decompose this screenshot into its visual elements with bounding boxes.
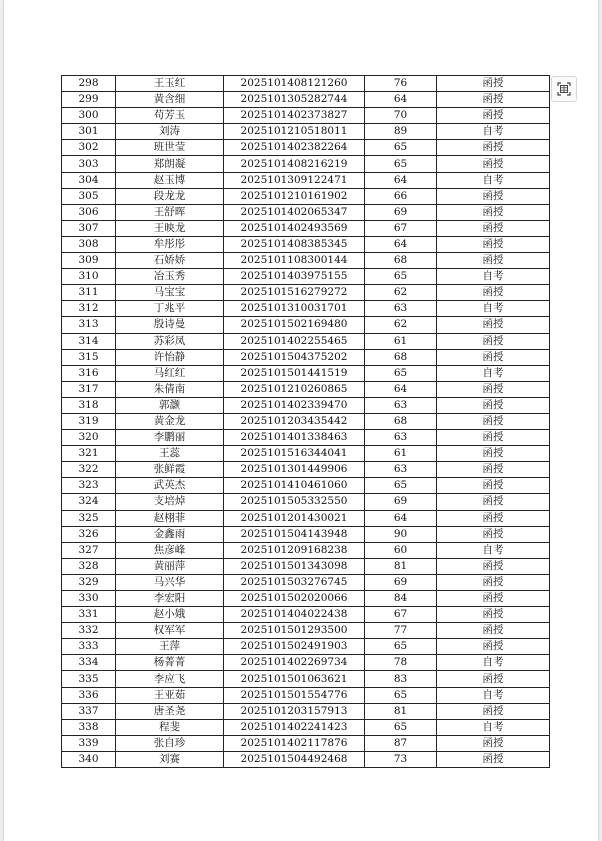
score-cell: 68	[365, 253, 437, 269]
row-number-cell: 325	[62, 510, 116, 526]
score-cell: 81	[365, 558, 437, 574]
study-mode-cell: 函授	[437, 349, 550, 365]
table-row	[62, 156, 550, 172]
row-number-cell: 312	[62, 301, 116, 317]
score-cell: 69	[365, 494, 437, 510]
row-number-cell: 321	[62, 446, 116, 462]
name-cell: 马宝宝	[116, 285, 224, 301]
table-row	[62, 655, 550, 671]
row-number-cell: 328	[62, 558, 116, 574]
name-cell: 丁兆平	[116, 301, 224, 317]
row-number-cell: 333	[62, 639, 116, 655]
score-cell: 84	[365, 591, 437, 607]
row-number-cell: 317	[62, 381, 116, 397]
study-mode-cell: 函授	[437, 381, 550, 397]
student-id-cell: 2025101402269734	[224, 655, 365, 671]
study-mode-cell: 函授	[437, 446, 550, 462]
study-mode-cell: 函授	[437, 140, 550, 156]
study-mode-cell: 自考	[437, 655, 550, 671]
name-cell: 许怡静	[116, 349, 224, 365]
study-mode-cell: 自考	[437, 301, 550, 317]
name-cell: 焦彦峰	[116, 542, 224, 558]
row-number-cell: 324	[62, 494, 116, 510]
table-row	[62, 591, 550, 607]
score-table	[61, 75, 550, 768]
row-number-cell: 303	[62, 156, 116, 172]
study-mode-cell: 函授	[437, 285, 550, 301]
table-row	[62, 108, 550, 124]
study-mode-cell: 函授	[437, 703, 550, 719]
student-id-cell: 2025101408121260	[224, 76, 365, 92]
score-cell: 66	[365, 188, 437, 204]
scan-text-icon	[557, 82, 571, 96]
score-cell: 67	[365, 220, 437, 236]
row-number-cell: 304	[62, 172, 116, 188]
table-row	[62, 478, 550, 494]
table-row	[62, 719, 550, 735]
table-row	[62, 333, 550, 349]
study-mode-cell: 自考	[437, 719, 550, 735]
study-mode-cell: 函授	[437, 478, 550, 494]
score-cell: 63	[365, 397, 437, 413]
score-cell: 90	[365, 526, 437, 542]
row-number-cell: 310	[62, 269, 116, 285]
student-id-cell: 2025101408216219	[224, 156, 365, 172]
student-id-cell: 2025101209168238	[224, 542, 365, 558]
student-id-cell: 2025101503276745	[224, 574, 365, 590]
study-mode-cell: 自考	[437, 365, 550, 381]
row-number-cell: 318	[62, 397, 116, 413]
student-id-cell: 2025101402117876	[224, 735, 365, 751]
study-mode-cell: 函授	[437, 430, 550, 446]
student-id-cell: 2025101310031701	[224, 301, 365, 317]
student-id-cell: 2025101403975155	[224, 269, 365, 285]
student-id-cell: 2025101504375202	[224, 349, 365, 365]
student-id-cell: 2025101402382264	[224, 140, 365, 156]
row-number-cell: 316	[62, 365, 116, 381]
row-number-cell: 331	[62, 607, 116, 623]
student-id-cell: 2025101108300144	[224, 253, 365, 269]
student-id-cell: 2025101402493569	[224, 220, 365, 236]
name-cell: 张自珍	[116, 735, 224, 751]
score-cell: 60	[365, 542, 437, 558]
name-cell: 武英杰	[116, 478, 224, 494]
score-cell: 64	[365, 510, 437, 526]
study-mode-cell: 函授	[437, 204, 550, 220]
score-cell: 76	[365, 76, 437, 92]
row-number-cell: 339	[62, 735, 116, 751]
name-cell: 郭灏	[116, 397, 224, 413]
table-row	[62, 671, 550, 687]
row-number-cell: 302	[62, 140, 116, 156]
table-row	[62, 76, 550, 92]
student-id-cell: 2025101501293500	[224, 623, 365, 639]
row-number-cell: 300	[62, 108, 116, 124]
student-id-cell: 2025101502020066	[224, 591, 365, 607]
score-cell: 89	[365, 124, 437, 140]
student-id-cell: 2025101404022438	[224, 607, 365, 623]
name-cell: 权军军	[116, 623, 224, 639]
student-id-cell: 2025101516279272	[224, 285, 365, 301]
score-cell: 64	[365, 92, 437, 108]
table-row	[62, 687, 550, 703]
row-number-cell: 313	[62, 317, 116, 333]
row-number-cell: 340	[62, 751, 116, 767]
score-cell: 81	[365, 703, 437, 719]
score-cell: 61	[365, 333, 437, 349]
table-row	[62, 188, 550, 204]
score-cell: 87	[365, 735, 437, 751]
row-number-cell: 308	[62, 236, 116, 252]
table-row	[62, 124, 550, 140]
score-cell: 70	[365, 108, 437, 124]
student-id-cell: 2025101402373827	[224, 108, 365, 124]
score-cell: 64	[365, 236, 437, 252]
study-mode-cell: 自考	[437, 172, 550, 188]
score-cell: 63	[365, 430, 437, 446]
score-cell: 65	[365, 639, 437, 655]
student-id-cell: 2025101502491903	[224, 639, 365, 655]
document-page	[4, 0, 598, 841]
study-mode-cell: 函授	[437, 76, 550, 92]
row-number-cell: 323	[62, 478, 116, 494]
table-row	[62, 349, 550, 365]
score-cell: 69	[365, 204, 437, 220]
name-cell: 王蕊	[116, 446, 224, 462]
table-row	[62, 526, 550, 542]
study-mode-cell: 函授	[437, 751, 550, 767]
score-cell: 83	[365, 671, 437, 687]
table-row	[62, 623, 550, 639]
row-number-cell: 337	[62, 703, 116, 719]
name-cell: 唐圣尧	[116, 703, 224, 719]
student-id-cell: 2025101505332550	[224, 494, 365, 510]
student-id-cell: 2025101502169480	[224, 317, 365, 333]
table-row	[62, 703, 550, 719]
name-cell: 黄丽萍	[116, 558, 224, 574]
name-cell: 赵小娥	[116, 607, 224, 623]
table-row	[62, 462, 550, 478]
study-mode-cell: 函授	[437, 623, 550, 639]
student-id-cell: 2025101504492468	[224, 751, 365, 767]
row-number-cell: 306	[62, 204, 116, 220]
table-row	[62, 92, 550, 108]
table-row	[62, 494, 550, 510]
study-mode-cell: 函授	[437, 188, 550, 204]
study-mode-cell: 函授	[437, 494, 550, 510]
row-number-cell: 315	[62, 349, 116, 365]
score-cell: 65	[365, 365, 437, 381]
student-id-cell: 2025101516344041	[224, 446, 365, 462]
table-row	[62, 510, 550, 526]
student-id-cell: 2025101309122471	[224, 172, 365, 188]
study-mode-cell: 函授	[437, 735, 550, 751]
row-number-cell: 335	[62, 671, 116, 687]
study-mode-cell: 函授	[437, 558, 550, 574]
score-cell: 67	[365, 607, 437, 623]
row-number-cell: 311	[62, 285, 116, 301]
study-mode-cell: 函授	[437, 639, 550, 655]
table-row	[62, 269, 550, 285]
student-id-cell: 2025101210260865	[224, 381, 365, 397]
score-cell: 62	[365, 317, 437, 333]
row-number-cell: 320	[62, 430, 116, 446]
student-id-cell: 2025101210518011	[224, 124, 365, 140]
study-mode-cell: 自考	[437, 542, 550, 558]
table-row	[62, 413, 550, 429]
table-row	[62, 365, 550, 381]
score-table-body	[62, 76, 550, 768]
table-row	[62, 317, 550, 333]
study-mode-cell: 函授	[437, 413, 550, 429]
name-cell: 马红红	[116, 365, 224, 381]
table-row	[62, 574, 550, 590]
score-cell: 65	[365, 140, 437, 156]
name-cell: 朱倩南	[116, 381, 224, 397]
row-number-cell: 338	[62, 719, 116, 735]
table-row	[62, 446, 550, 462]
table-row	[62, 220, 550, 236]
name-cell: 王萍	[116, 639, 224, 655]
name-cell: 支培焯	[116, 494, 224, 510]
row-number-cell: 305	[62, 188, 116, 204]
student-id-cell: 2025101402241423	[224, 719, 365, 735]
table-row	[62, 381, 550, 397]
study-mode-cell: 自考	[437, 124, 550, 140]
row-number-cell: 326	[62, 526, 116, 542]
study-mode-cell: 函授	[437, 236, 550, 252]
table-row	[62, 236, 550, 252]
student-id-cell: 2025101210161902	[224, 188, 365, 204]
study-mode-cell: 函授	[437, 671, 550, 687]
score-cell: 63	[365, 301, 437, 317]
row-number-cell: 301	[62, 124, 116, 140]
row-number-cell: 307	[62, 220, 116, 236]
table-row	[62, 430, 550, 446]
name-cell: 牟彤彤	[116, 236, 224, 252]
row-number-cell: 330	[62, 591, 116, 607]
name-cell: 殷诗曼	[116, 317, 224, 333]
name-cell: 程斐	[116, 719, 224, 735]
score-cell: 65	[365, 478, 437, 494]
score-cell: 61	[365, 446, 437, 462]
table-row	[62, 639, 550, 655]
name-cell: 王玉红	[116, 76, 224, 92]
name-cell: 赵玉博	[116, 172, 224, 188]
table-row	[62, 397, 550, 413]
student-id-cell: 2025101402339470	[224, 397, 365, 413]
row-number-cell: 319	[62, 413, 116, 429]
score-cell: 73	[365, 751, 437, 767]
name-cell: 刘赛	[116, 751, 224, 767]
name-cell: 李鹏丽	[116, 430, 224, 446]
score-cell: 65	[365, 269, 437, 285]
row-number-cell: 332	[62, 623, 116, 639]
name-cell: 苏彩凤	[116, 333, 224, 349]
score-cell: 77	[365, 623, 437, 639]
row-number-cell: 329	[62, 574, 116, 590]
study-mode-cell: 函授	[437, 526, 550, 542]
table-row	[62, 542, 550, 558]
student-id-cell: 2025101402065347	[224, 204, 365, 220]
table-row	[62, 204, 550, 220]
name-cell: 王亚茹	[116, 687, 224, 703]
study-mode-cell: 函授	[437, 574, 550, 590]
name-cell: 李宏阳	[116, 591, 224, 607]
student-id-cell: 2025101401338463	[224, 430, 365, 446]
name-cell: 冶玉秀	[116, 269, 224, 285]
student-id-cell: 2025101203157913	[224, 703, 365, 719]
table-row	[62, 285, 550, 301]
row-number-cell: 336	[62, 687, 116, 703]
name-cell: 段龙龙	[116, 188, 224, 204]
study-mode-cell: 函授	[437, 156, 550, 172]
study-mode-cell: 函授	[437, 108, 550, 124]
row-number-cell: 327	[62, 542, 116, 558]
row-number-cell: 299	[62, 92, 116, 108]
scan-text-button[interactable]	[551, 76, 577, 102]
student-id-cell: 2025101203435442	[224, 413, 365, 429]
row-number-cell: 334	[62, 655, 116, 671]
study-mode-cell: 函授	[437, 92, 550, 108]
score-cell: 64	[365, 381, 437, 397]
row-number-cell: 298	[62, 76, 116, 92]
student-id-cell: 2025101501441519	[224, 365, 365, 381]
name-cell: 金鑫雨	[116, 526, 224, 542]
score-cell: 65	[365, 719, 437, 735]
name-cell: 李应飞	[116, 671, 224, 687]
name-cell: 马兴华	[116, 574, 224, 590]
score-cell: 65	[365, 156, 437, 172]
score-cell: 65	[365, 687, 437, 703]
score-cell: 62	[365, 285, 437, 301]
student-id-cell: 2025101501063621	[224, 671, 365, 687]
table-row	[62, 301, 550, 317]
student-id-cell: 2025101501554776	[224, 687, 365, 703]
name-cell: 刘涛	[116, 124, 224, 140]
score-cell: 68	[365, 349, 437, 365]
table-row	[62, 172, 550, 188]
student-id-cell: 2025101410461060	[224, 478, 365, 494]
student-id-cell: 2025101301449906	[224, 462, 365, 478]
name-cell: 杨菁菁	[116, 655, 224, 671]
score-cell: 63	[365, 462, 437, 478]
row-number-cell: 309	[62, 253, 116, 269]
study-mode-cell: 函授	[437, 397, 550, 413]
name-cell: 黄含细	[116, 92, 224, 108]
study-mode-cell: 函授	[437, 462, 550, 478]
name-cell: 王舒晖	[116, 204, 224, 220]
study-mode-cell: 函授	[437, 220, 550, 236]
table-row	[62, 735, 550, 751]
name-cell: 石娇娇	[116, 253, 224, 269]
table-row	[62, 140, 550, 156]
student-id-cell: 2025101201430021	[224, 510, 365, 526]
table-row	[62, 607, 550, 623]
study-mode-cell: 函授	[437, 607, 550, 623]
study-mode-cell: 函授	[437, 591, 550, 607]
student-id-cell: 2025101305282744	[224, 92, 365, 108]
study-mode-cell: 函授	[437, 333, 550, 349]
study-mode-cell: 自考	[437, 269, 550, 285]
row-number-cell: 314	[62, 333, 116, 349]
name-cell: 张鲜霞	[116, 462, 224, 478]
table-row	[62, 558, 550, 574]
name-cell: 苟芳玉	[116, 108, 224, 124]
study-mode-cell: 函授	[437, 510, 550, 526]
name-cell: 赵栩菲	[116, 510, 224, 526]
name-cell: 郑朗凝	[116, 156, 224, 172]
table-row	[62, 751, 550, 767]
study-mode-cell: 函授	[437, 253, 550, 269]
student-id-cell: 2025101408385345	[224, 236, 365, 252]
student-id-cell: 2025101402255465	[224, 333, 365, 349]
score-cell: 64	[365, 172, 437, 188]
study-mode-cell: 自考	[437, 687, 550, 703]
student-id-cell: 2025101504143948	[224, 526, 365, 542]
table-row	[62, 253, 550, 269]
score-cell: 68	[365, 413, 437, 429]
name-cell: 黄金龙	[116, 413, 224, 429]
name-cell: 王映龙	[116, 220, 224, 236]
student-id-cell: 2025101501343098	[224, 558, 365, 574]
score-cell: 69	[365, 574, 437, 590]
score-cell: 78	[365, 655, 437, 671]
name-cell: 班世莹	[116, 140, 224, 156]
row-number-cell: 322	[62, 462, 116, 478]
study-mode-cell: 函授	[437, 317, 550, 333]
